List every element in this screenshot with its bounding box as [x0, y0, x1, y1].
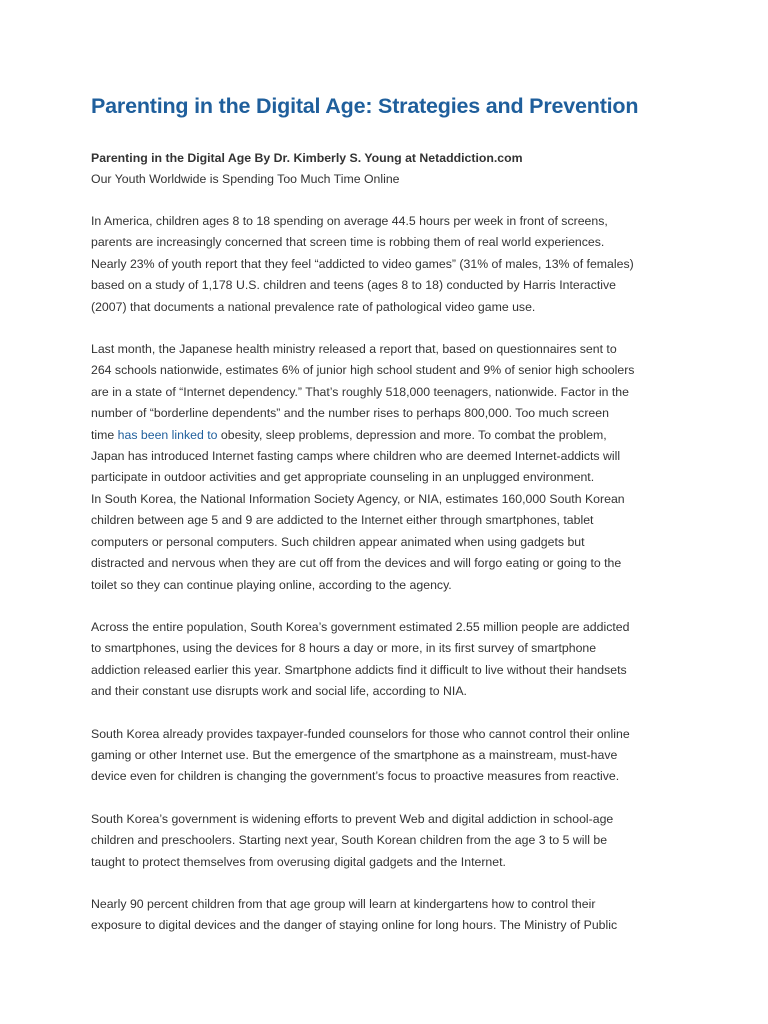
text-line: Nearly 90 percent children from that age group will learn at kindergartens how to control their — [91, 896, 596, 911]
text-line: Japan has introduced Internet fasting camps where children who are deemed Internet-addicts will — [91, 449, 621, 464]
text-line: gaming or other Internet use. But the emergence of the smartphone as a mainstream, must-have — [91, 747, 618, 762]
text-fragment: time — [91, 427, 118, 442]
article-subhead: Our Youth Worldwide is Spending Too Much Time Online — [91, 172, 400, 186]
text-line: computers or personal computers. Such children appear animated when using gadgets but — [91, 534, 585, 549]
paragraph-3 — [91, 489, 678, 596]
text-line: toilet so they can continue playing online, according to the agency. — [91, 577, 452, 592]
paragraph-5 — [91, 724, 678, 788]
text-line: 264 schools nationwide, estimates 6% of junior high school student and 9% of senior high schoolers — [91, 363, 635, 378]
text-line: based on a study of 1,178 U.S. children and teens (ages 8 to 18) conducted by Harris Interactive — [91, 278, 616, 293]
text-line: exposure to digital devices and the danger of staying online for long hours. The Ministry of Public — [91, 918, 618, 933]
paragraph-1 — [91, 211, 678, 318]
text-line: Across the entire population, South Korea’s government estimated 2.55 million people are addicted — [91, 619, 630, 634]
text-fragment: obesity, sleep problems, depression and more. To combat the problem, — [217, 427, 607, 442]
has-been-linked-to-link[interactable]: has been linked to — [117, 427, 218, 442]
text-line: to smartphones, using the devices for 8 hours a day or more, in its first survey of smartphone — [91, 641, 597, 656]
text-line: Last month, the Japanese health ministry released a report that, based on questionnaires sent to — [91, 342, 617, 357]
text-line: device even for children is changing the government’s focus to proactive measures from reactive. — [91, 769, 620, 784]
paragraph-6 — [91, 809, 678, 873]
text-line: and their constant use disrupts work and social life, according to NIA. — [91, 684, 467, 699]
text-line: participate in outdoor activities and get appropriate counseling in an unplugged environment. — [91, 470, 595, 485]
article-title: Parenting in the Digital Age: Strategies and Prevention — [91, 94, 639, 118]
text-line: are in a state of “Internet dependency.” That’s roughly 518,000 teenagers, nationwide. Factor in the — [91, 384, 629, 399]
text-line: parents are increasingly concerned that screen time is robbing them of real world experiences. — [91, 235, 605, 250]
text-line: number of “borderline dependents” and the number rises to perhaps 800,000. Too much screen — [91, 406, 609, 421]
text-line: South Korea already provides taxpayer-funded counselors for those who cannot control their online — [91, 726, 630, 741]
paragraph-4 — [91, 617, 678, 703]
text-line: distracted and nervous when they are cut off from the devices and will forgo eating or going to the — [91, 556, 622, 571]
text-line: (2007) that documents a national prevalence rate of pathological video game use. — [91, 299, 536, 314]
text-line: taught to protect themselves from overusing digital gadgets and the Internet. — [91, 854, 506, 869]
text-line: Nearly 23% of youth report that they feel “addicted to video games” (31% of males, 13% of females) — [91, 256, 634, 271]
text-line: children and preschoolers. Starting next year, South Korean children from the age 3 to 5 will be — [91, 833, 608, 848]
text-line: addiction released earlier this year. Smartphone addicts find it difficult to live without their handsets — [91, 662, 627, 677]
text-line: children between age 5 and 9 are addicted to the Internet either through smartphones, tablet — [91, 513, 594, 528]
text-line: South Korea’s government is widening efforts to prevent Web and digital addiction in school-age — [91, 811, 614, 826]
text-line: In America, children ages 8 to 18 spending on average 44.5 hours per week in front of screens, — [91, 214, 608, 228]
paragraph-2 — [91, 339, 678, 489]
paragraph-7 — [91, 894, 678, 937]
text-line: In South Korea, the National Information Society Agency, or NIA, estimates 160,000 South Korean — [91, 491, 625, 506]
text-line-with-link — [91, 425, 678, 446]
article-byline: Parenting in the Digital Age By Dr. Kimberly S. Young at Netaddiction.com — [91, 151, 523, 165]
